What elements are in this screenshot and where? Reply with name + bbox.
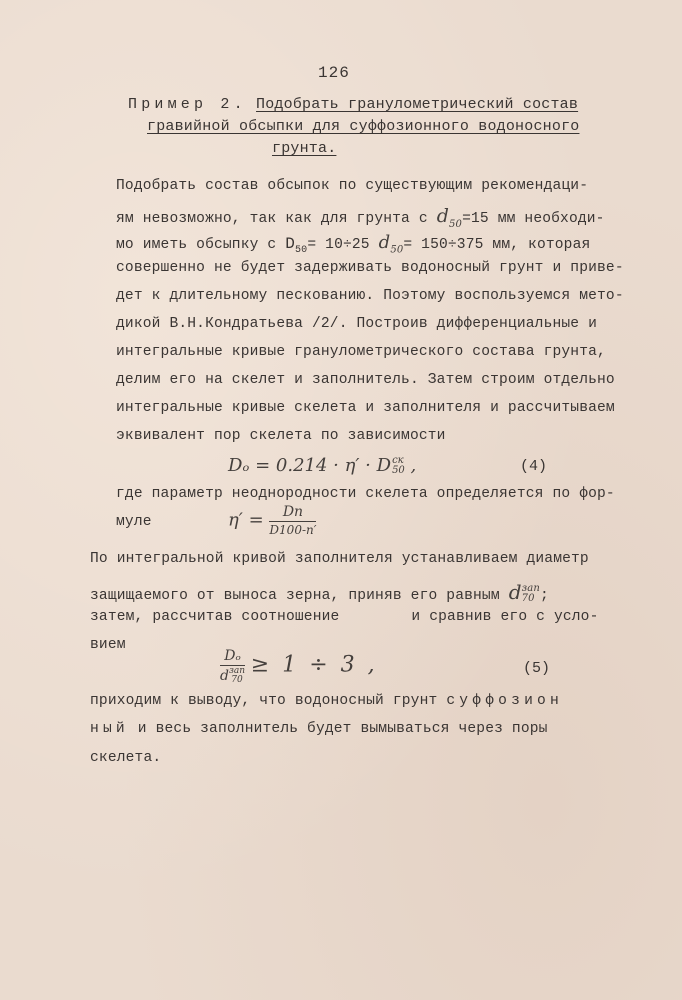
body-line-12: муле	[116, 514, 152, 530]
body-line-3-text-a: мо иметь обсыпку с	[116, 237, 277, 253]
formula-eta	[228, 504, 316, 537]
body-line-14-text: защищаемого от выноса зерна, приняв его равным	[90, 588, 500, 604]
body-line-2	[116, 205, 605, 230]
example-label: Пример 2.	[128, 96, 247, 113]
body-line-16: вием	[90, 637, 126, 653]
formula-4-subscript: 50	[392, 465, 405, 476]
body-line-17-spaced: суффозион	[446, 693, 563, 709]
body-line-13: По интегральной кривой заполнителя устанавливаем диаметр	[90, 551, 589, 567]
fraction-numerator: Dn	[269, 504, 316, 522]
title-line-3: грунта.	[272, 140, 337, 157]
title-line-1	[128, 96, 578, 113]
body-line-2-text-a: ям невозможно, так как для грунта с	[116, 211, 428, 227]
body-line-1: Подобрать состав обсыпок по существующим рекомендаци-	[116, 178, 589, 194]
formula-eta-fraction	[269, 504, 316, 537]
body-line-18	[90, 721, 548, 737]
formula-eta-lhs: η′ =	[228, 509, 264, 531]
title-text-1: Подобрать гранулометрический состав	[256, 96, 579, 113]
body-line-4: совершенно не будет задерживать водоносный грунт и приве-	[116, 260, 624, 276]
math-d70-indices	[522, 584, 540, 604]
body-line-11: где параметр неоднородности скелета определяется по фор-	[116, 486, 615, 502]
formula-5-rhs: ≥ 1 ÷ 3 ,	[250, 652, 378, 678]
formula-5-superscript: зап	[228, 666, 246, 676]
fraction-denominator: D100-n′	[269, 523, 317, 537]
math-D50-subscript: 50	[295, 245, 308, 257]
math-D50	[285, 235, 308, 257]
math-d50-second	[378, 232, 404, 256]
equation-number-4: (4)	[520, 458, 548, 475]
math-d-symbol-2: d	[378, 232, 391, 253]
math-d-symbol: d	[436, 205, 450, 227]
math-d70-subscript: 70	[521, 592, 535, 604]
math-d50-subscript-2: 50	[390, 244, 404, 256]
formula-4-indices	[392, 456, 405, 476]
body-line-5: дет к длительному пескованию. Поэтому воспользуемся мето-	[116, 288, 624, 304]
body-line-6: дикой В.Н.Кондратьева /2/. Построив дифференциальные и	[116, 316, 598, 332]
math-D-symbol: D	[285, 235, 296, 253]
page-number: 126	[318, 64, 350, 82]
body-line-15	[90, 609, 598, 625]
formula-4-superscript: ск	[392, 455, 404, 466]
body-line-3	[116, 232, 590, 256]
body-line-3-text-b: = 10÷25	[307, 237, 370, 253]
math-d70-semicolon: ;	[539, 588, 549, 604]
formula-5-d-symbol: d	[220, 668, 229, 684]
math-d70	[509, 580, 540, 604]
title-line-2: гравийной обсыпки для суффозионного водоносного	[147, 118, 580, 135]
body-line-19: скелета.	[90, 750, 162, 766]
equation-number-5: (5)	[523, 660, 551, 677]
body-line-9: интегральные кривые скелета и заполнителя и рассчитываем	[116, 400, 615, 416]
body-line-2-text-b: =15 мм необходи-	[462, 211, 605, 227]
math-d70-superscript: зап	[521, 582, 540, 594]
formula-5-indices	[229, 667, 245, 685]
formula-5-subscript: 70	[231, 675, 243, 685]
math-d70-symbol: d	[508, 580, 522, 604]
formula-5-numerator: Dₒ	[220, 648, 245, 666]
body-line-15-text-b: и сравнив его с усло-	[411, 609, 599, 625]
body-line-14	[90, 580, 549, 604]
body-line-7: интегральные кривые гранулометрического состава грунта,	[116, 344, 606, 360]
math-d50	[436, 205, 463, 230]
formula-4-main: Dₒ = 0.214 · η′ · D	[228, 455, 392, 476]
formula-4-comma: ,	[410, 455, 417, 476]
formula-5	[220, 648, 378, 685]
formula-4	[228, 455, 416, 476]
body-line-18-spaced: ный	[90, 721, 129, 737]
body-line-10: эквивалент пор скелета по зависимости	[116, 428, 446, 444]
formula-5-fraction	[220, 648, 245, 685]
math-d50-subscript: 50	[449, 218, 463, 230]
body-line-15-text-a: затем, рассчитав соотношение	[90, 609, 340, 625]
body-line-18-text: и весь заполнитель будет вымываться через поры	[137, 721, 548, 737]
body-line-17-text-a: приходим к выводу, что водоносный грунт	[90, 693, 438, 709]
body-line-3-text-c: = 150÷375 мм, которая	[403, 237, 591, 253]
body-line-17	[90, 693, 563, 709]
formula-5-denominator	[220, 666, 245, 685]
body-line-8: делим его на скелет и заполнитель. Затем строим отдельно	[116, 372, 615, 388]
